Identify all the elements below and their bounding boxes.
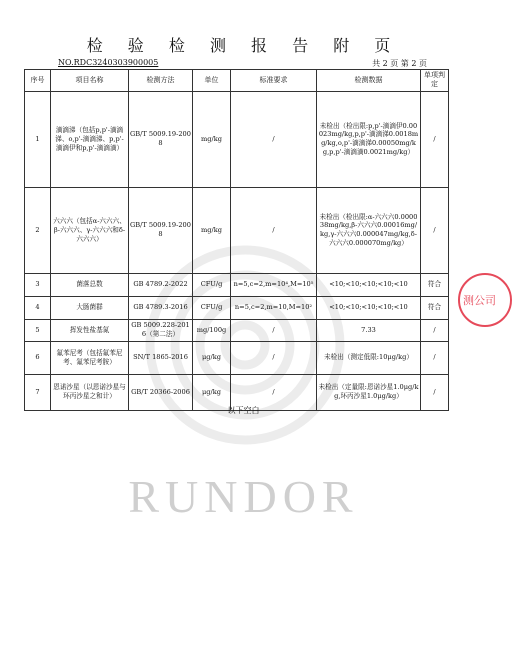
cell-no: 5 [25, 319, 51, 341]
table-row [25, 91, 449, 187]
cell-item: 大肠菌群 [51, 296, 129, 319]
cell-unit: CFU/g [193, 296, 231, 319]
cell-item: 六六六（包括α-六六六、β-六六六、γ-六六六和δ-六六六） [51, 187, 129, 273]
table-row [25, 319, 449, 341]
cell-data: <10;<10;<10;<10;<10 [317, 296, 421, 319]
cell-data: 未检出（测定低限:10μg/kg） [317, 341, 421, 374]
report-number: NO.RDC3240303900005 [58, 58, 159, 67]
cell-unit: μg/kg [193, 341, 231, 374]
cell-judgement: / [421, 374, 449, 410]
cell-judgement: / [421, 91, 449, 187]
cell-data: 未检出（检出限:p,p'-滴滴伊0.00023mg/kg,p,p'-滴滴涕0.0018mg/kg,o,p'-滴滴涕0.00050mg/kg,p,p'-滴滴滴0.0021mg/kg） [317, 91, 421, 187]
report-meta [58, 58, 427, 69]
cell-no: 3 [25, 273, 51, 296]
cell-item: 氟苯尼考（包括氟苯尼考、氟苯尼考胺） [51, 341, 129, 374]
cell-unit: CFU/g [193, 273, 231, 296]
cell-judgement: 符合 [421, 296, 449, 319]
cell-unit: μg/kg [193, 374, 231, 410]
cell-unit: mg/kg [193, 187, 231, 273]
cell-data: 未检出（定量限:恩诺沙星1.0μg/kg,环丙沙星1.0μg/kg） [317, 374, 421, 410]
header-requirement: 标准要求 [231, 70, 317, 92]
cell-unit: mg/100g [193, 319, 231, 341]
table-row [25, 296, 449, 319]
cell-judgement: / [421, 319, 449, 341]
cell-data: 未检出（检出限:α-六六六0.000038mg/kg,β-六六六0.00016mg/kg,γ-六六六0.000047mg/kg,δ-六六六0.000070mg/kg） [317, 187, 421, 273]
cell-requirement: n=5,c=2,m=10⁴,M=10⁵ [231, 273, 317, 296]
header-no: 序号 [25, 70, 51, 92]
header-method: 检测方法 [129, 70, 193, 92]
header-item: 项目名称 [51, 70, 129, 92]
cell-method: GB 4789.2-2022 [129, 273, 193, 296]
cell-no: 6 [25, 341, 51, 374]
table-row [25, 187, 449, 273]
end-note: 以下空白 [227, 406, 260, 415]
cell-requirement: n=5,c=2,m=10,M=10² [231, 296, 317, 319]
cell-judgement: / [421, 187, 449, 273]
cell-no: 7 [25, 374, 51, 410]
table-row [25, 341, 449, 374]
cell-method: GB/T 5009.19-2008 [129, 91, 193, 187]
cell-method: GB/T 20366-2006 [129, 374, 193, 410]
cell-requirement: / [231, 91, 317, 187]
cell-data: <10;<10;<10;<10;<10 [317, 273, 421, 296]
cell-no: 4 [25, 296, 51, 319]
cell-requirement: / [231, 374, 317, 410]
cell-data: 7.33 [317, 319, 421, 341]
svg-text:测公司: 测公司 [463, 294, 496, 307]
cell-method: SN/T 1865-2016 [129, 341, 193, 374]
cell-requirement: / [231, 187, 317, 273]
report-title: 检 验 检 测 报 告 附 页 [86, 36, 401, 55]
cell-judgement: / [421, 341, 449, 374]
header-data: 检测数据 [317, 70, 421, 92]
page-info: 共 2 页 第 2 页 [372, 59, 427, 68]
company-stamp [455, 270, 515, 330]
cell-method: GB 4789.3-2016 [129, 296, 193, 319]
table-header-row [25, 70, 449, 92]
watermark: RUNDOR [128, 471, 359, 522]
table-row [25, 273, 449, 296]
header-judgement: 单项判定 [421, 70, 449, 92]
cell-requirement: / [231, 319, 317, 341]
cell-item: 滴滴涕（包括p,p'-滴滴涕、o,p'-滴滴涕、p,p'-滴滴伊和p,p'-滴滴滴） [51, 91, 129, 187]
cell-requirement: / [231, 341, 317, 374]
cell-no: 2 [25, 187, 51, 273]
cell-item: 挥发性盐基氮 [51, 319, 129, 341]
cell-unit: mg/kg [193, 91, 231, 187]
cell-item: 恩诺沙星（以恩诺沙星与环丙沙星之和计） [51, 374, 129, 410]
header-unit: 单位 [193, 70, 231, 92]
results-table [24, 69, 449, 411]
cell-item: 菌落总数 [51, 273, 129, 296]
cell-no: 1 [25, 91, 51, 187]
cell-method: GB 5009.228-2016（第二法） [129, 319, 193, 341]
cell-method: GB/T 5009.19-2008 [129, 187, 193, 273]
cell-judgement: 符合 [421, 273, 449, 296]
